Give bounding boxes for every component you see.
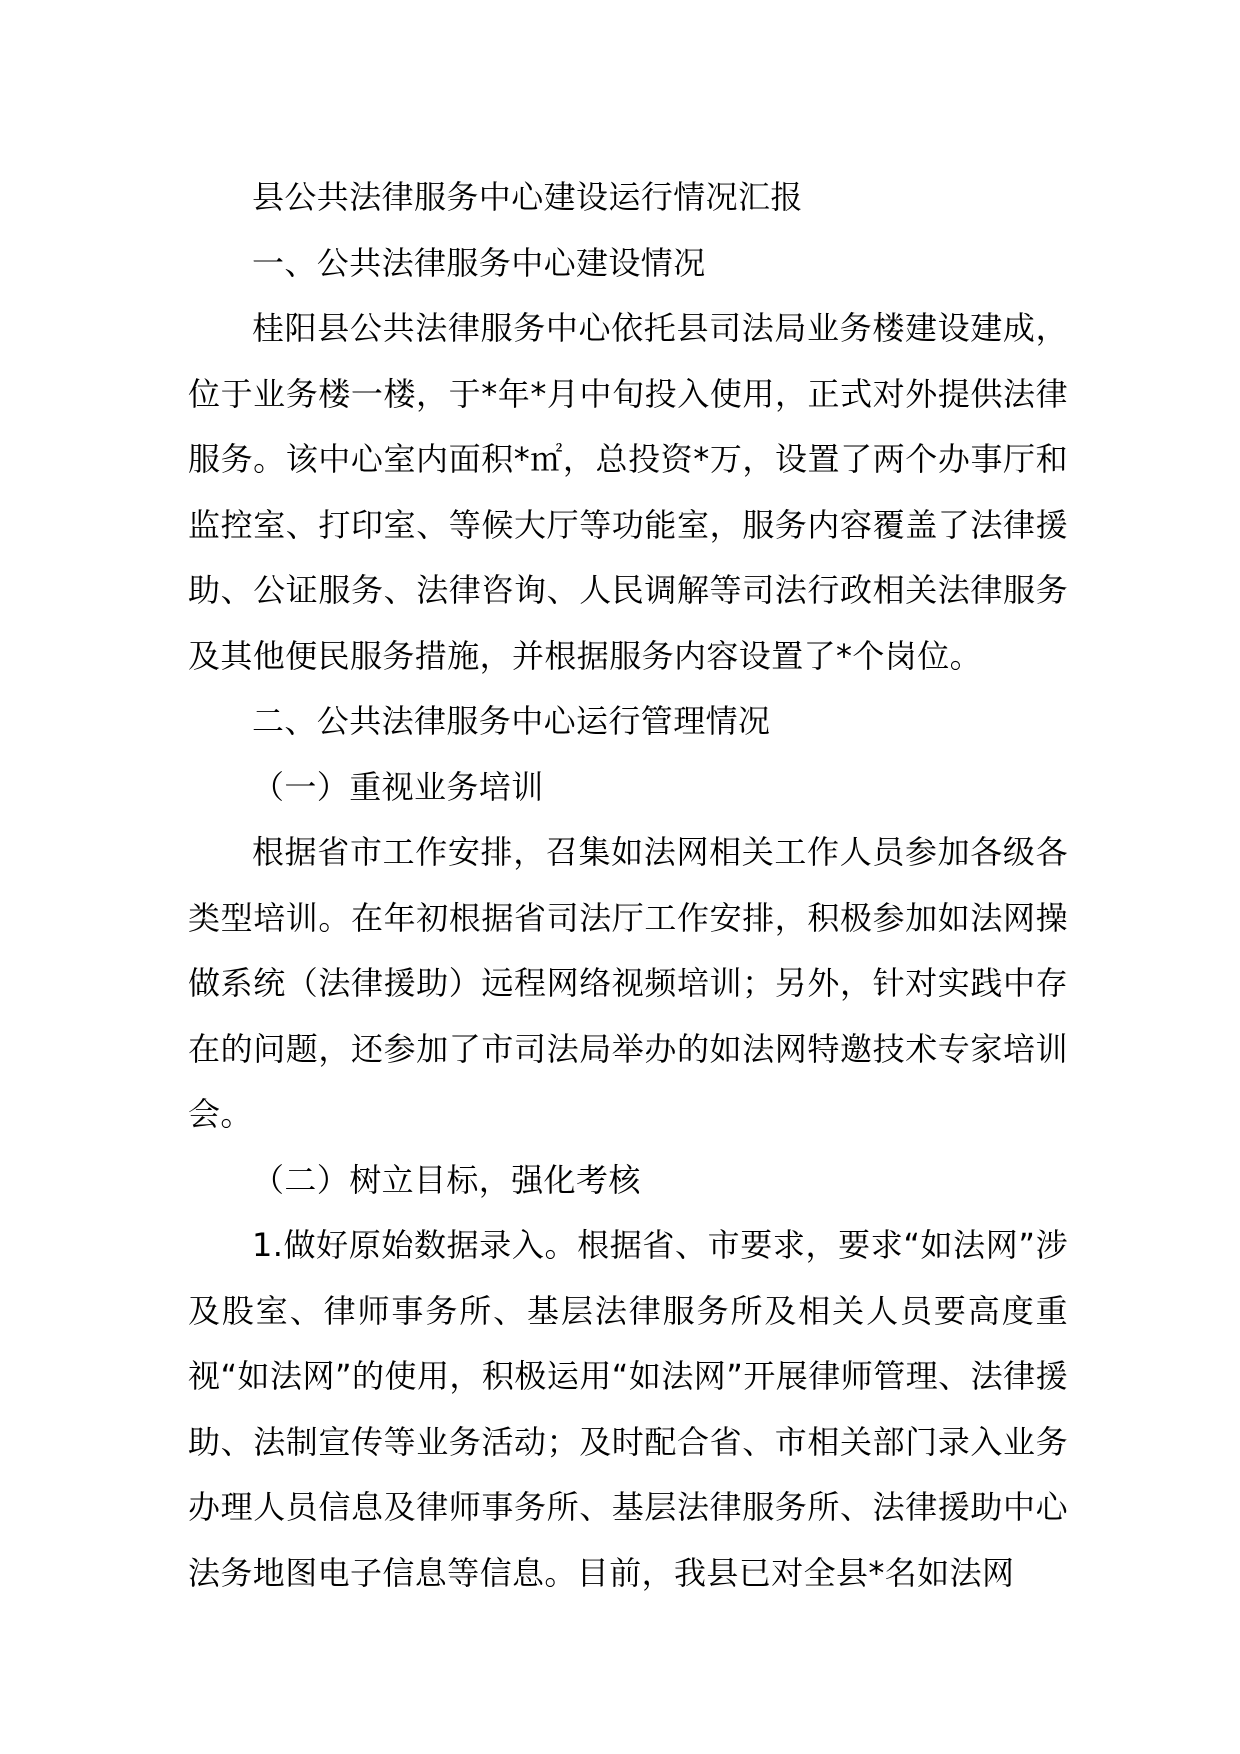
- subsection-heading-1: （一）重视业务培训: [252, 767, 544, 806]
- paragraph-3: 1.做好原始数据录入。根据省、市要求，要求“如法网”涉及股室、律师事务所、基层法律服务所及相关人员要高度重视“如法网”的使用，积极运用“如法网”开展律师管理、法律援助、法制宣传等业务活动；及时配合省、市相关部门录入业务办理人员信息及律师事务所、基层法律服务所、法律援助中心法务地图电子信息等信息。目前，我县已对全县*名如法网: [188, 1226, 1068, 1592]
- subsection-heading-2: （二）树立目标，强化考核: [252, 1160, 641, 1199]
- paragraph-1: 桂阳县公共法律服务中心依托县司法局业务楼建设建成，位于业务楼一楼，于*年*月中旬投入使用，正式对外提供法律服务。该中心室内面积*㎡，总投资*万，设置了两个办事厅和监控室、打印室、等候大厅等功能室，服务内容覆盖了法律援助、公证服务、法律咨询、人民调解等司法行政相关法律服务及其他便民服务措施，并根据服务内容设置了*个岗位。: [188, 309, 1068, 675]
- document-title: 县公共法律服务中心建设运行情况汇报: [252, 178, 803, 216]
- section-heading-2: 二、公共法律服务中心运行管理情况: [252, 702, 771, 740]
- section-heading-1: 一、公共法律服务中心建设情况: [252, 243, 706, 282]
- paragraph-2: 根据省市工作安排，召集如法网相关工作人员参加各级各类型培训。在年初根据省司法厅工作安排，积极参加如法网操做系统（法律援助）远程网络视频培训；另外，针对实践中存在的问题，还参加了市司法局举办的如法网特邀技术专家培训会。: [188, 833, 1068, 1133]
- document-body: [188, 165, 1068, 1606]
